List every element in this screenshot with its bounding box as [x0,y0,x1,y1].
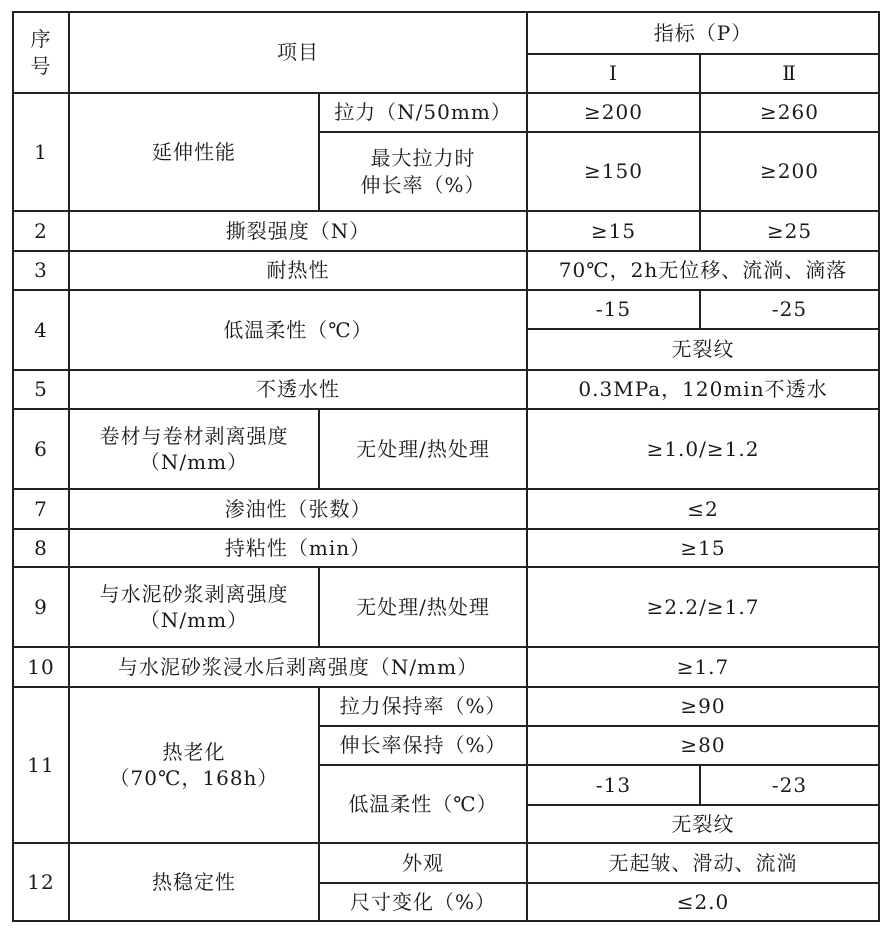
table-row [13,687,879,726]
value-grade-1: ≥15 [527,211,700,251]
table-row [13,647,879,687]
row-item: 热稳定性 [69,843,319,921]
spec-table [12,11,880,922]
spec-table-container [12,11,880,922]
row-value: ≤2.0 [527,883,879,921]
header-grade-1: Ⅰ [527,54,700,93]
row-item: 与水泥砂浆剥离强度 （N/mm） [69,567,319,647]
row-item: 持粘性（min） [69,529,527,567]
row-item: 低温柔性（℃） [69,290,527,370]
table-row [13,211,879,251]
value-grade-2: ≥200 [700,132,879,211]
value-grade-1: -15 [527,290,700,329]
row-value: 无起皱、滑动、流淌 [527,843,879,883]
row-subitem: 无处理/热处理 [319,567,527,647]
table-row [13,489,879,529]
value-grade-2: -23 [700,765,879,805]
row-subitem: 低温柔性（℃） [319,765,527,843]
row-subitem: 无处理/热处理 [319,409,527,489]
value-grade-1: -13 [527,765,700,805]
row-item: 渗油性（张数） [69,489,527,529]
row-number: 12 [13,843,69,921]
row-note: 无裂纹 [527,805,879,843]
row-value: ≥2.2/≥1.7 [527,567,879,647]
row-number: 1 [13,93,69,211]
row-value: ≥80 [527,726,879,765]
row-value: 0.3MPa，120min不透水 [527,370,879,409]
row-item: 热老化 （70℃，168h） [69,687,319,843]
row-subitem: 尺寸变化（%） [319,883,527,921]
header-index: 指标（P） [527,12,879,54]
table-row [13,290,879,329]
table-row [13,93,879,132]
row-value: 70℃，2h无位移、流淌、滴落 [527,251,879,290]
row-value: ≥1.7 [527,647,879,687]
header-seq: 序 号 [13,12,69,93]
table-row [13,251,879,290]
value-grade-1: ≥200 [527,93,700,132]
row-value: ≥90 [527,687,879,726]
row-number: 6 [13,409,69,489]
row-subitem: 外观 [319,843,527,883]
table-row [13,567,879,647]
value-grade-2: ≥25 [700,211,879,251]
row-item: 卷材与卷材剥离强度 （N/mm） [69,409,319,489]
row-number: 8 [13,529,69,567]
row-subitem: 伸长率保持（%） [319,726,527,765]
value-grade-2: ≥260 [700,93,879,132]
row-number: 11 [13,687,69,843]
row-number: 9 [13,567,69,647]
table-row [13,370,879,409]
row-subitem: 拉力（N/50mm） [319,93,527,132]
value-grade-2: -25 [700,290,879,329]
value-grade-1: ≥150 [527,132,700,211]
row-item: 不透水性 [69,370,527,409]
row-number: 5 [13,370,69,409]
row-number: 3 [13,251,69,290]
row-number: 10 [13,647,69,687]
row-item: 耐热性 [69,251,527,290]
row-number: 2 [13,211,69,251]
row-number: 4 [13,290,69,370]
row-subitem: 拉力保持率（%） [319,687,527,726]
table-row [13,843,879,883]
header-row [13,12,879,54]
header-item: 项目 [69,12,527,93]
row-note: 无裂纹 [527,329,879,370]
row-value: ≥15 [527,529,879,567]
row-value: ≤2 [527,489,879,529]
header-grade-2: Ⅱ [700,54,879,93]
row-item: 与水泥砂浆浸水后剥离强度（N/mm） [69,647,527,687]
table-row [13,529,879,567]
row-item: 撕裂强度（N） [69,211,527,251]
table-row [13,409,879,489]
row-subitem: 最大拉力时 伸长率（%） [319,132,527,211]
row-item: 延伸性能 [69,93,319,211]
row-value: ≥1.0/≥1.2 [527,409,879,489]
row-number: 7 [13,489,69,529]
